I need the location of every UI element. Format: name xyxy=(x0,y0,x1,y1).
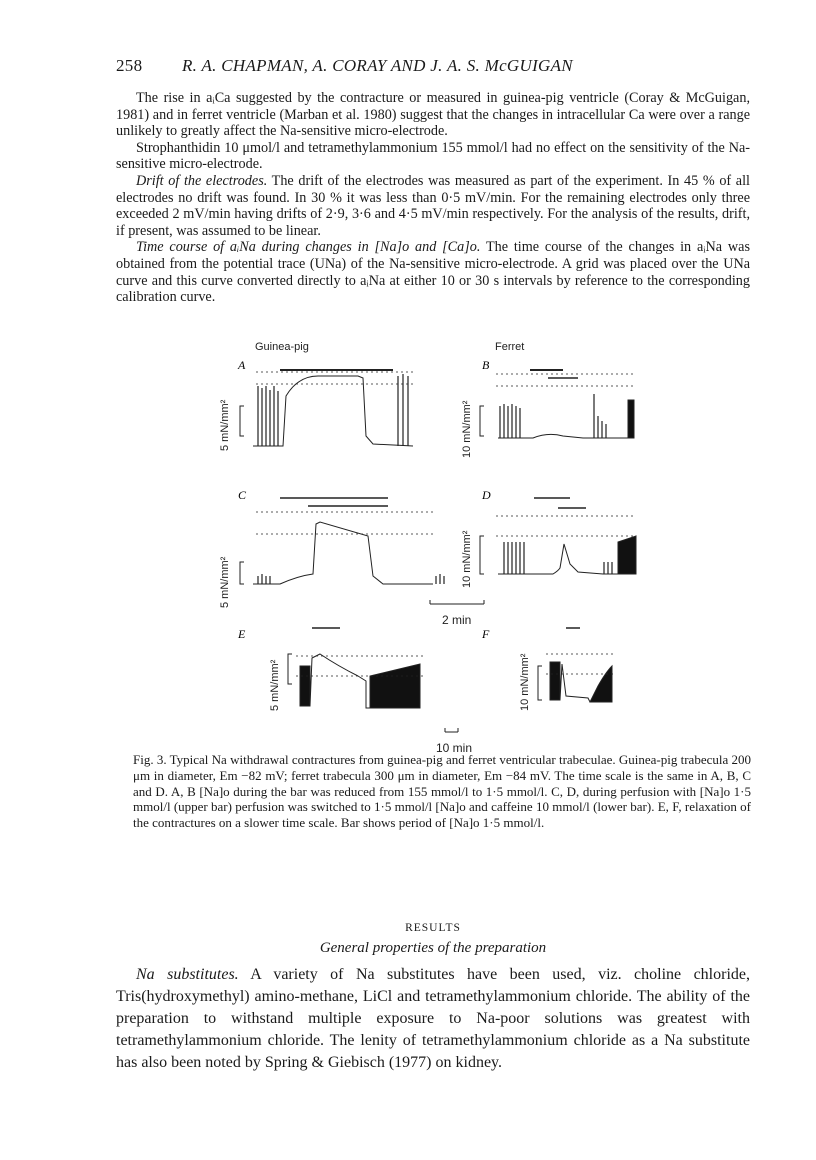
na-substitutes-heading: Na substitutes. xyxy=(136,966,239,983)
figure-3 xyxy=(208,336,648,756)
scale-bar-d xyxy=(480,536,484,574)
label-guinea-pig: Guinea-pig xyxy=(255,341,309,353)
drift-text: The drift of the electrodes was measured as part of the experiment. In 45 % of all electrodes no drift was found. In 30 % it was less than 0·5 mV/min. For the remaining electrodes only three exceeded 2 mV/min having drifts of 2·9, 3·6 and 4·5 mV/min respectively. For the analysis of the results, drift, if present, was assumed to be linear. xyxy=(116,172,750,239)
paragraph-ca-rise: The rise in aᵢCa suggested by the contracture or measured in guinea-pig ventricle (Coray & McGuigan, 1981) and in ferret ventricle (Marban et al. 1980) suggest that the changes in intracellular Ca were over a range unlikely to greatly affect the Na-sensitive micro-electrode. xyxy=(116,90,750,140)
scale-label-d: 10 mN/mm² xyxy=(461,530,473,588)
panel-e-trace xyxy=(296,628,423,708)
scale-bar-b xyxy=(480,406,484,436)
scale-bar-c xyxy=(240,562,244,584)
scale-bar-e xyxy=(288,654,292,684)
figure-traces xyxy=(208,336,648,756)
scale-label-c: 5 mN/mm² xyxy=(219,556,231,608)
paragraph-strophanthidin: Strophanthidin 10 μmol/l and tetramethylammonium 155 mmol/l had no effect on the sensitivity of the Na-sensitive micro-electrode. xyxy=(116,139,750,173)
running-authors: R. A. CHAPMAN, A. CORAY AND J. A. S. McGUIGAN xyxy=(182,56,573,75)
timecourse-text: The time course of the changes in aᵢNa was obtained from the potential trace (UNa) of the Na-sensitive micro-electrode. A grid was placed over the UNa curve and this curve converted directly to aᵢNa at either 10 or 30 s intervals by reference to the corresponding calibration curve. xyxy=(116,239,750,306)
label-ferret: Ferret xyxy=(495,341,525,353)
scale-label-e: 5 mN/mm² xyxy=(269,659,281,711)
panel-f-trace xyxy=(546,628,616,702)
panel-label-c: C xyxy=(238,488,247,502)
intro-text xyxy=(116,90,750,306)
panel-label-f: F xyxy=(482,627,490,641)
panel-label-d: D xyxy=(482,488,491,502)
na-substitutes-section xyxy=(116,964,750,1074)
scale-label-f: 10 mN/mm² xyxy=(519,653,531,711)
paragraph-drift xyxy=(116,173,750,239)
scale-bar-a xyxy=(240,406,244,436)
panel-label-a: A xyxy=(238,358,246,372)
figure-caption: Fig. 3. Typical Na withdrawal contractures from guinea-pig and ferret ventricular trabeculae. Guinea-pig trabecula 200 μm in diameter, Em −82 mV; ferret trabecula 300 μm in diameter, Em −84 mV. The time scale is the same in A, B, C and D. A, B [Na]o during the bar was reduced from 155 mmol/l to 1·5 mmol/l. C, D, during perfusion with [Na]o 1·5 mmol/l (upper bar) perfusion was switched to 1·5 mmol/l [Na]o and caffeine 10 mmol/l (lower bar). E, F, relaxation of the contractures on a slower time scale. Bar shows period of [Na]o 1·5 mmol/l. xyxy=(133,752,751,831)
scale-label-a: 5 mN/mm² xyxy=(219,399,231,451)
panel-d-trace xyxy=(496,498,636,574)
panel-a-trace xyxy=(253,370,413,446)
panel-label-b: B xyxy=(482,358,490,372)
paragraph-na-substitutes xyxy=(116,964,750,1074)
time-label-2min: 2 min xyxy=(442,613,472,627)
panel-label-e: E xyxy=(238,627,246,641)
timecourse-heading: Time course of aᵢNa during changes in [Na]o and [Ca]o. xyxy=(136,239,481,256)
scale-label-b: 10 mN/mm² xyxy=(461,400,473,458)
results-heading: RESULTS xyxy=(405,922,461,934)
results-subheading: General properties of the preparation xyxy=(319,940,547,956)
scale-bar-f xyxy=(538,666,542,700)
drift-heading: Drift of the electrodes. xyxy=(136,172,268,189)
page-number: 258 xyxy=(116,56,143,75)
na-substitutes-text: A variety of Na substitutes have been used, viz. choline chloride, Tris(hydroxymethyl) amino-methane, LiCl and tetramethylammonium chloride. The ability of the preparation to withstand multiple exposure to Na-poor solutions was greatest with tetramethylammonium chloride. The lenity of tetramethylammonium chloride as a Na substitute has also been noted by Spring & Giebisch (1977) on kidney. xyxy=(116,966,750,1071)
time-label-10min: 10 min xyxy=(436,741,473,755)
paragraph-timecourse xyxy=(116,239,750,305)
panel-c-trace xyxy=(253,498,444,584)
panel-b-trace xyxy=(496,370,636,438)
